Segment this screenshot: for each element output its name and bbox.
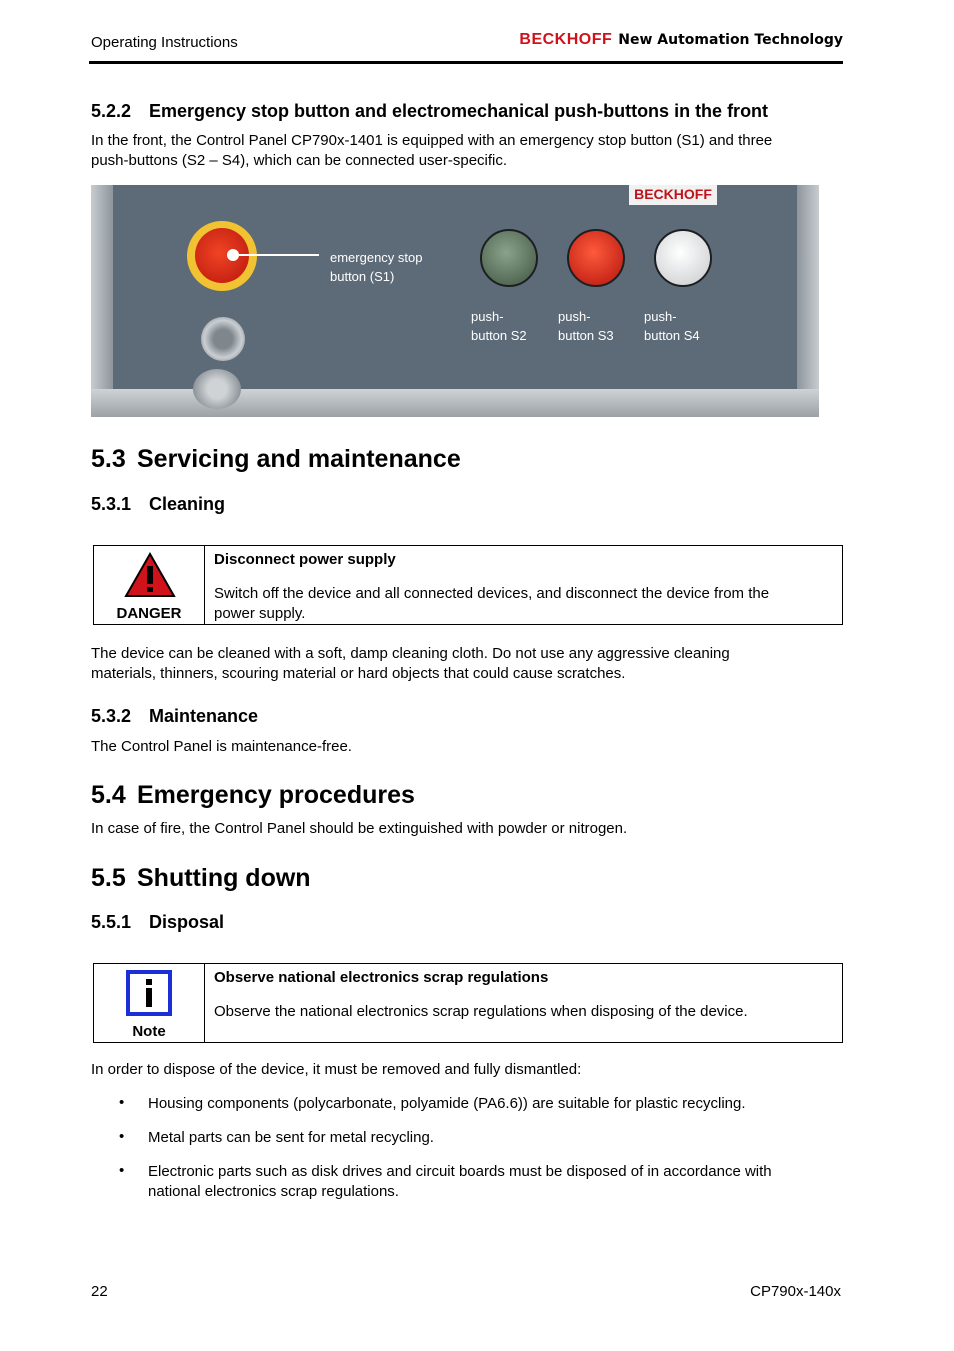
note-box bbox=[93, 963, 843, 1043]
section-title: Emergency procedures bbox=[137, 781, 415, 809]
heading-5-3 bbox=[91, 445, 461, 474]
danger-label: DANGER bbox=[116, 605, 182, 622]
bullet-marker: • bbox=[119, 1162, 125, 1179]
logo-tagline: New Automation Technology bbox=[618, 32, 843, 48]
heading-5-2-2 bbox=[91, 101, 768, 122]
key-switch-icon bbox=[201, 317, 245, 361]
heading-5-3-1 bbox=[91, 494, 225, 515]
paragraph-line: materials, thinners, scouring material or hard objects that could cause scratches. bbox=[91, 665, 626, 682]
bullet-marker: • bbox=[119, 1128, 125, 1145]
header-left-text: Operating Instructions bbox=[91, 34, 238, 51]
push-button-s4-label bbox=[644, 307, 700, 345]
section-number: 5.3.1 bbox=[91, 494, 132, 514]
paragraph-disposal-intro: In order to dispose of the device, it must be removed and fully dismantled: bbox=[91, 1061, 582, 1078]
label-line: button S4 bbox=[644, 328, 700, 343]
paragraph-line: The device can be cleaned with a soft, damp cleaning cloth. Do not use any aggressive cleaning bbox=[91, 645, 730, 662]
paragraph-maintenance: The Control Panel is maintenance-free. bbox=[91, 738, 352, 755]
heading-5-5-1 bbox=[91, 912, 224, 933]
beckhoff-logo bbox=[519, 31, 843, 49]
label-line: push- bbox=[471, 309, 504, 324]
danger-text bbox=[214, 584, 769, 624]
bullet-item bbox=[148, 1162, 772, 1202]
section-title: Shutting down bbox=[137, 864, 311, 892]
danger-box bbox=[93, 545, 843, 625]
bullet-item: Housing components (polycarbonate, polyamide (PA6.6)) are suitable for plastic recycling. bbox=[148, 1095, 746, 1112]
panel-frame-right bbox=[797, 185, 819, 417]
beckhoff-badge: BECKHOFF bbox=[629, 185, 717, 205]
bullet-line: national electronics scrap regulations. bbox=[148, 1183, 399, 1200]
note-text: Observe the national electronics scrap regulations when disposing of the device. bbox=[214, 1003, 748, 1020]
note-title: Observe national electronics scrap regulations bbox=[214, 969, 549, 986]
label-line: emergency stop bbox=[330, 250, 423, 265]
section-number: 5.2.2 bbox=[91, 101, 132, 121]
push-button-s4 bbox=[654, 229, 712, 287]
push-button-s2 bbox=[480, 229, 538, 287]
heading-5-5 bbox=[91, 864, 311, 893]
section-number: 5.4 bbox=[91, 781, 126, 809]
logo-brand: BECKHOFF bbox=[519, 31, 613, 48]
push-button-s3 bbox=[567, 229, 625, 287]
section-title: Emergency stop button and electromechanical push-buttons in the front bbox=[149, 101, 769, 121]
emergency-stop-label bbox=[330, 248, 423, 286]
panel-frame-left bbox=[91, 185, 113, 417]
section-title: Disposal bbox=[149, 912, 225, 932]
note-icon-cell bbox=[94, 964, 205, 1042]
callout-leader-line bbox=[239, 254, 319, 256]
heading-5-3-2 bbox=[91, 706, 258, 727]
section-number: 5.3.2 bbox=[91, 706, 132, 726]
heading-5-4 bbox=[91, 781, 415, 810]
label-line: push- bbox=[558, 309, 591, 324]
label-line: button (S1) bbox=[330, 269, 395, 284]
bullet-item: Metal parts can be sent for metal recycling. bbox=[148, 1129, 434, 1146]
push-button-s2-label bbox=[471, 307, 527, 345]
paragraph-cleaning bbox=[91, 644, 730, 684]
paragraph-line: push-buttons (S2 – S4), which can be connected user-specific. bbox=[91, 152, 508, 169]
label-line: button S2 bbox=[471, 328, 527, 343]
danger-warning-icon bbox=[124, 552, 176, 598]
control-panel-photo bbox=[91, 185, 819, 417]
section-number: 5.5 bbox=[91, 864, 126, 892]
danger-text-line: power supply. bbox=[214, 605, 306, 622]
label-line: push- bbox=[644, 309, 677, 324]
bullet-marker: • bbox=[119, 1094, 125, 1111]
section-title: Servicing and maintenance bbox=[137, 445, 461, 473]
section-number: 5.3 bbox=[91, 445, 126, 473]
bullet-line: Electronic parts such as disk drives and circuit boards must be disposed of in accordance with bbox=[148, 1163, 772, 1180]
section-number: 5.5.1 bbox=[91, 912, 132, 932]
section-title: Cleaning bbox=[149, 494, 226, 514]
info-icon bbox=[126, 970, 172, 1016]
section-title: Maintenance bbox=[149, 706, 259, 726]
label-line: button S3 bbox=[558, 328, 614, 343]
page-number: 22 bbox=[91, 1283, 108, 1300]
danger-text-line: Switch off the device and all connected devices, and disconnect the device from the bbox=[214, 585, 770, 602]
document-id: CP790x-140x bbox=[750, 1283, 841, 1300]
header-rule bbox=[89, 61, 843, 64]
push-button-s3-label bbox=[558, 307, 614, 345]
paragraph-emergency: In case of fire, the Control Panel should be extinguished with powder or nitrogen. bbox=[91, 820, 628, 837]
danger-title: Disconnect power supply bbox=[214, 551, 396, 568]
paragraph-front-buttons bbox=[91, 131, 772, 171]
paragraph-line: In the front, the Control Panel CP790x-1401 is equipped with an emergency stop button (S1) and three bbox=[91, 132, 773, 149]
key-switch-lower-icon bbox=[193, 369, 241, 409]
note-label: Note bbox=[132, 1023, 166, 1040]
danger-icon-cell bbox=[94, 546, 205, 624]
callout-dot bbox=[227, 249, 239, 261]
